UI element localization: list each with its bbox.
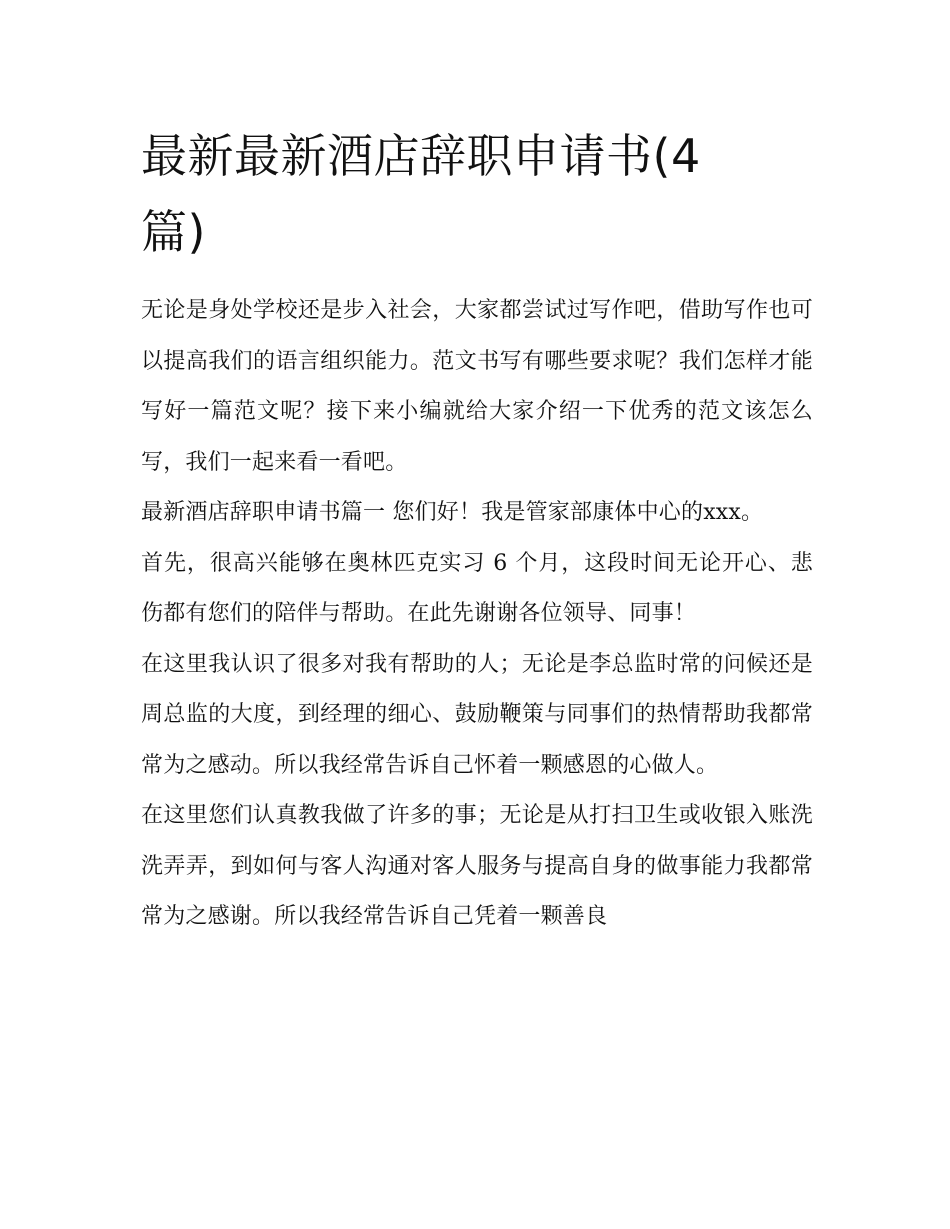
paragraph-intro: 无论是身处学校还是步入社会，大家都尝试过写作吧，借助写作也可以提高我们的语言组织能力。范文书写有哪些要求呢？我们怎样才能写好一篇范文呢？接下来小编就给大家介绍一下优秀的范文该怎么写，我们一起来看一看吧。 <box>141 298 813 475</box>
document-body <box>141 286 813 943</box>
paragraph-people: 在这里我认识了很多对我有帮助的人；无论是李总监时常的问候还是周总监的大度，到经理的细心、鼓励鞭策与同事们的热情帮助我都常常为之感动。所以我经常告诉自己怀着一颗感恩的心做人。 <box>141 651 813 778</box>
document-title: 最新最新酒店辞职申请书(4篇) <box>141 129 701 259</box>
document-content <box>141 118 813 943</box>
paragraph-greeting: 最新酒店辞职申请书篇一 您们好！我是管家部康体中心的xxx。 <box>141 500 764 525</box>
paragraph-learning: 在这里您们认真教我做了许多的事；无论是从打扫卫生或收银入账洗洗弄弄，到如何与客人沟通对客人服务与提高自身的做事能力我都常常为之感谢。所以我经常告诉自己凭着一颗善良 <box>141 803 813 929</box>
paragraph-thanks: 首先，很高兴能够在奥林匹克实习 6 个月，这段时间无论开心、悲伤都有您们的陪伴与帮助。在此先谢谢各位领导、同事！ <box>141 550 813 626</box>
